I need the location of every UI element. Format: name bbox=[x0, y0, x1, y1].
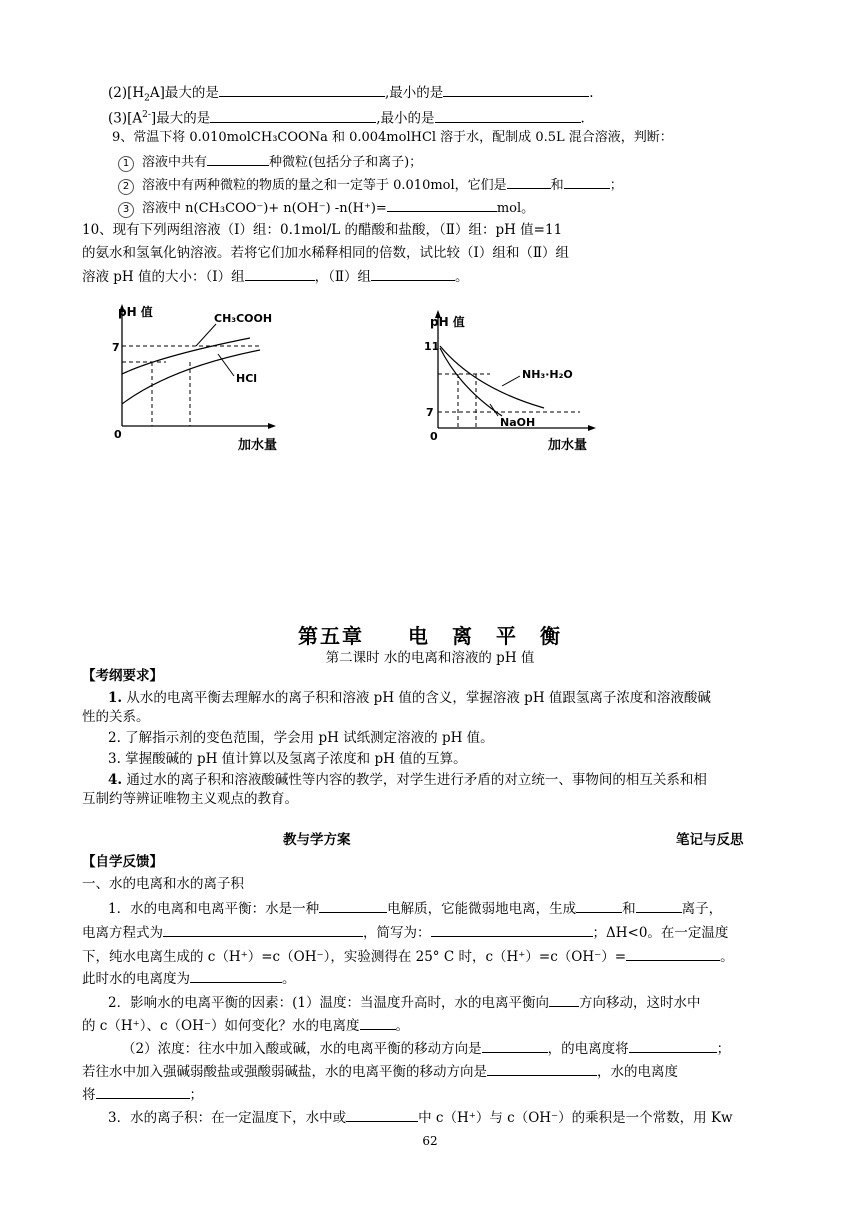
para-2-line-1: 2．影响水的电离平衡的因素：(1）温度：当温度升高时，水的电离平衡向 方向移动，这时水中 bbox=[108, 992, 700, 1013]
blank[interactable] bbox=[636, 898, 682, 913]
blank[interactable] bbox=[387, 197, 497, 212]
para-1-line-4: 此时水的电离度为 。 bbox=[82, 968, 296, 989]
blank[interactable] bbox=[96, 1084, 190, 1099]
q8-line-3: $(3)[A^{2-}]$最大的是 ,最小的是 . bbox=[108, 105, 585, 129]
x-axis-label: 加水量 bbox=[238, 438, 278, 453]
blank[interactable] bbox=[360, 1015, 396, 1030]
blank[interactable] bbox=[487, 1061, 597, 1076]
figure-2-base-dilution bbox=[420, 308, 620, 458]
curve-naoh bbox=[440, 348, 502, 416]
column-right-header: 笔记与反思 bbox=[676, 832, 744, 848]
x-axis-arrow bbox=[268, 423, 276, 429]
syllabus-item-4: 4. 通过水的离子积和溶液酸碱性等内容的教学，对学生进行矛盾的对立统一、事物间的相互关系和相 bbox=[108, 772, 707, 788]
section-1-title: 一、水的电离和水的离子积 bbox=[82, 876, 244, 892]
circled-number: 2 bbox=[118, 179, 134, 195]
blank[interactable] bbox=[482, 1038, 548, 1053]
circled-number: 1 bbox=[118, 156, 134, 172]
y-axis-label: pH 值 bbox=[118, 305, 153, 319]
syllabus-item-4-cont: 互制约等辨证唯物主义观点的教育。 bbox=[82, 791, 298, 807]
syllabus-item-1-cont: 性的关系。 bbox=[82, 709, 150, 725]
para-1-line-3: 下，纯水电离生成的 c（H⁺）=c（OH⁻），实验测得在 25° C 时，c（H⁺）=c（OH⁻）= 。 bbox=[82, 946, 734, 967]
syllabus-item-1: 1. 从水的电离平衡去理解水的离子积和溶液 pH 值的含义，掌握溶液 pH 值跟氢离子浓度和溶液酸碱 bbox=[108, 690, 711, 706]
figure-1-acid-dilution bbox=[100, 300, 300, 460]
para-2-line-5: 将 ； bbox=[82, 1084, 203, 1105]
blank[interactable] bbox=[576, 898, 622, 913]
para-2-line-3: （2）浓度：往水中加入酸或碱，水的电离平衡的移动方向是 ，的电离度将 ； bbox=[122, 1038, 730, 1059]
page-number: 62 bbox=[422, 1134, 438, 1148]
syllabus-item-2: 2. 了解指示剂的变色范围，学会用 pH 试纸测定溶液的 pH 值。 bbox=[108, 730, 494, 746]
blank[interactable] bbox=[435, 108, 581, 123]
blank[interactable] bbox=[629, 1038, 717, 1053]
blank[interactable] bbox=[431, 922, 593, 937]
blank[interactable] bbox=[549, 992, 579, 1007]
q9: 9、常温下将 0.010molCH₃COONa 和 0.004molHCl 溶于水，配制成 0.5L 混合溶液，判断： bbox=[112, 130, 673, 145]
q8-line-2: $(2)[H_2A]$最大的是 ,最小的是 . bbox=[108, 82, 594, 109]
para-2-line-2: 的 c（H⁺）、c（OH⁻）如何变化？水的电离度 。 bbox=[82, 1015, 409, 1036]
blank[interactable] bbox=[319, 898, 387, 913]
circled-number: 3 bbox=[118, 202, 134, 218]
syllabus-heading: 【考纲要求】 bbox=[82, 668, 163, 684]
para-2-line-4: 若往水中加入强碱弱酸盐或强酸弱碱盐，水的电离平衡的移动方向是 ，水的电离度 bbox=[82, 1061, 678, 1082]
chapter-title: 第五章 电 离 平 衡 bbox=[298, 624, 562, 648]
blank[interactable] bbox=[190, 968, 282, 983]
pointer-nh3 bbox=[502, 376, 520, 386]
q9-item-1: 1 溶液中共有 种微粒(包括分子和离子)； bbox=[118, 151, 422, 173]
q10-line-3: 溶液 pH 值的大小：（Ⅰ）组 ，（Ⅱ）组 。 bbox=[82, 266, 469, 287]
label-naoh: NaOH bbox=[500, 416, 536, 429]
y-axis-label: pH 值 bbox=[430, 315, 465, 329]
blank[interactable] bbox=[210, 108, 376, 123]
pointer-ch3cooh bbox=[196, 324, 216, 346]
blank[interactable] bbox=[507, 174, 551, 189]
x-axis-arrow bbox=[588, 425, 596, 431]
origin-label: 0 bbox=[114, 428, 122, 441]
blank[interactable] bbox=[245, 266, 315, 281]
origin-label: 0 bbox=[430, 430, 438, 443]
chapter-subtitle: 第二课时 水的电离和溶液的 pH 值 bbox=[325, 650, 535, 666]
blank[interactable] bbox=[626, 946, 720, 961]
tick-7: 7 bbox=[426, 406, 434, 419]
para-1-line-2: 电离方程式为 ，简写为： ；ΔH<0。在一定温度 bbox=[82, 922, 728, 943]
blank[interactable] bbox=[371, 266, 455, 281]
q10-line-2: 的氨水和氢氧化钠溶液。若将它们加水稀释相同的倍数，试比较（Ⅰ）组和（Ⅱ）组 bbox=[82, 245, 570, 261]
blank[interactable] bbox=[163, 922, 363, 937]
label-hcl: HCl bbox=[236, 372, 258, 385]
q10-line-1: 10、现有下列两组溶液（Ⅰ）组：0.1mol/L 的醋酸和盐酸，（Ⅱ）组：pH 值=11 bbox=[82, 222, 563, 238]
syllabus-item-3: 3. 掌握酸碱的 pH 值计算以及氢离子浓度和 pH 值的互算。 bbox=[108, 751, 467, 767]
label-nh3: NH₃·H₂O bbox=[522, 368, 573, 381]
label-ch3cooh: CH₃COOH bbox=[214, 312, 273, 325]
blank[interactable] bbox=[443, 82, 589, 97]
pointer-naoh bbox=[490, 404, 498, 416]
tick-7: 7 bbox=[112, 341, 120, 354]
tick-11: 11 bbox=[424, 340, 440, 353]
blank[interactable] bbox=[564, 174, 610, 189]
blank[interactable] bbox=[219, 82, 385, 97]
para-3-line-1: 3．水的离子积：在一定温度下，水中或 中 c（H⁺）与 c（OH⁻）的乘积是一个常数，用 Kw bbox=[108, 1107, 733, 1128]
blank[interactable] bbox=[346, 1107, 418, 1122]
blank[interactable] bbox=[207, 151, 269, 166]
column-left-header: 教与学方案 bbox=[283, 832, 351, 848]
q9-item-2: 2 溶液中有两种微粒的物质的量之和一定等于 0.010mol，它们是 和 ； bbox=[118, 174, 623, 196]
para-1-line-1: 1．水的电离和电离平衡：水是一种 电解质，它能微弱地电离，生成 和 离子， bbox=[108, 898, 722, 919]
self-study-heading: 【自学反馈】 bbox=[82, 854, 163, 870]
q9-item-3: 3 溶液中 n(CH₃COO⁻)+ n(OH⁻) -n(H⁺)= mol。 bbox=[118, 197, 534, 219]
x-axis-label: 加水量 bbox=[548, 438, 588, 453]
